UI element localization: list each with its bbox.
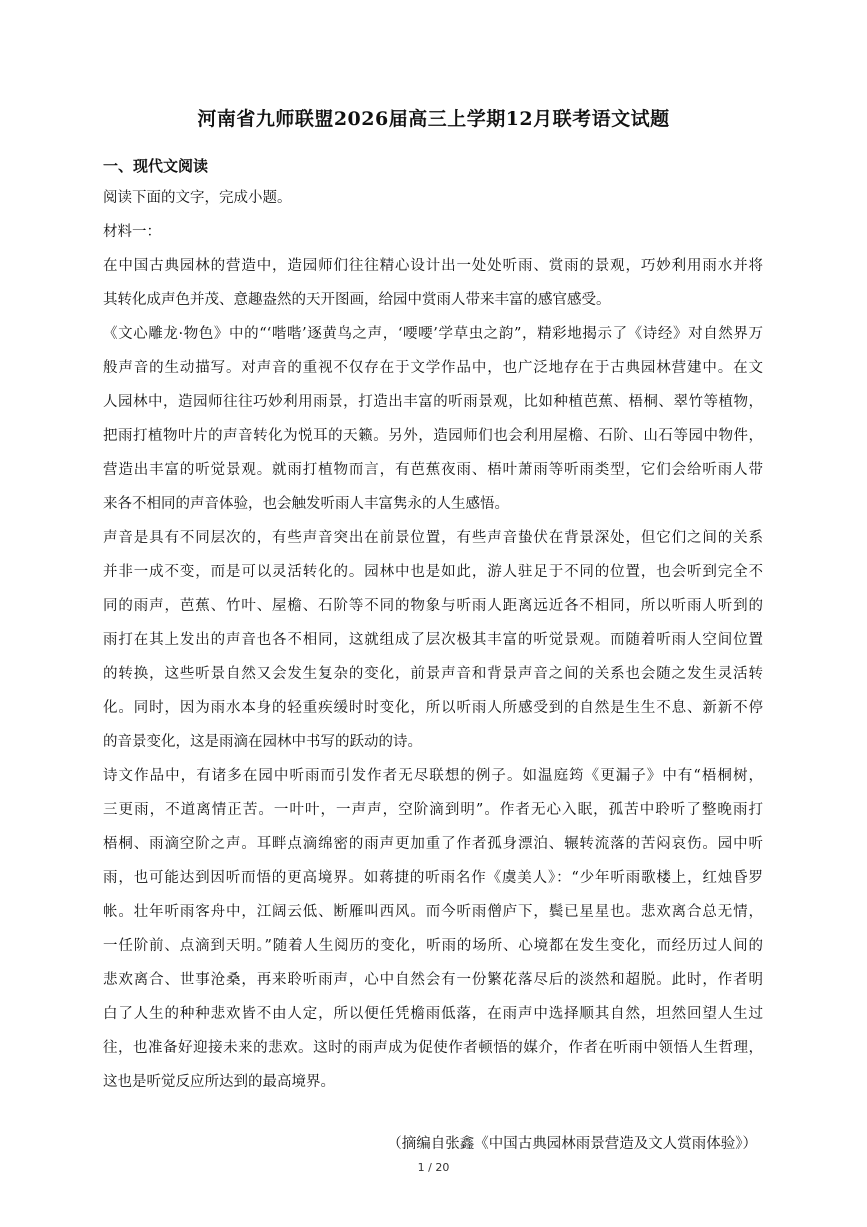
paragraph-line: 梧桐、雨滴空阶之声。耳畔点滴绵密的雨声更加重了作者孤身漂泊、辗转流落的苦闷哀伤。园中听	[103, 836, 763, 852]
paragraph-line: 《文心雕龙·物色》中的“‘喈喈’逐黄鸟之声，‘喓喓’学草虫之韵”，精彩地揭示了《诗经》对自然界万	[103, 326, 763, 342]
paragraph-line: 雨打在其上发出的声音也各不相同，这就组成了层次极其丰富的听觉景观。而随着听雨人空间位置	[103, 632, 763, 648]
source-citation: （摘编自张鑫《中国古典园林雨景营造及文人赏雨体验》）	[387, 1136, 757, 1152]
paragraph-line: 化。同时，因为雨水本身的轻重疾缓时时变化，所以听雨人所感受到的自然是生生不息、新新不停	[103, 700, 763, 716]
paragraph-line: 悲欢离合、世事沧桑，再来聆听雨声，心中自然会有一份繁花落尽后的淡然和超脱。此时，作者明	[103, 972, 763, 988]
section-heading: 一、现代文阅读	[103, 157, 209, 175]
paragraph-line: 的音景变化，这是雨滴在园林中书写的跃动的诗。	[103, 734, 422, 750]
paragraph-line: 三更雨，不道离情正苦。一叶叶，一声声，空阶滴到明”。作者无心入眠，孤苦中聆听了整晚雨打	[103, 802, 763, 818]
paragraph-line: 白了人生的种种悲欢皆不由人定，所以便任凭檐雨低落，在雨声中选择顺其自然，坦然回望人生过	[103, 1006, 763, 1022]
paragraph-line: 这也是听觉反应所达到的最高境界。	[103, 1074, 335, 1090]
paragraph-line: 其转化成声色并茂、意趣盎然的天开图画，给园中赏雨人带来丰富的感官感受。	[103, 292, 611, 308]
paragraph-line: 把雨打植物叶片的声音转化为悦耳的天籁。另外，造园师们也会利用屋檐、石阶、山石等园中物件，	[103, 428, 763, 444]
paragraph-line: 在中国古典园林的营造中，造园师们往往精心设计出一处处听雨、赏雨的景观，巧妙利用雨水并将	[103, 258, 763, 274]
paragraph-line: 一任阶前、点滴到天明。”随着人生阅历的变化，听雨的场所、心境都在发生变化，而经历过人间的	[103, 938, 763, 954]
paragraph-line: 往，也准备好迎接未来的悲欢。这时的雨声成为促使作者顿悟的媒介，作者在听雨中领悟人生哲理，	[103, 1040, 763, 1056]
paragraph-line: 来各不相同的声音体验，也会触发听雨人丰富隽永的人生感悟。	[103, 496, 509, 512]
document-title: 河南省九师联盟2026届高三上学期12月联考语文试题	[197, 108, 670, 130]
instruction-text: 阅读下面的文字，完成小题。	[103, 190, 292, 206]
paragraph-line: 营造出丰富的听觉景观。就雨打植物而言，有芭蕉夜雨、梧叶萧雨等听雨类型，它们会给听雨人带	[103, 462, 763, 478]
paragraph-line: 般声音的生动描写。对声音的重视不仅存在于文学作品中，也广泛地存在于古典园林营建中。在文	[103, 360, 763, 376]
page-number: 1 / 20	[417, 1161, 450, 1174]
paragraph-line: 声音是具有不同层次的，有些声音突出在前景位置，有些声音蛰伏在背景深处，但它们之间的关系	[103, 530, 763, 546]
paragraph-line: 雨，也可能达到因听而悟的更高境界。如蒋捷的听雨名作《虞美人》：“少年听雨歌楼上，红烛昏罗	[103, 870, 763, 886]
paragraph-line: 人园林中，造园师往往巧妙利用雨景，打造出丰富的听雨景观，比如种植芭蕉、梧桐、翠竹等植物，	[103, 394, 763, 410]
paragraph-line: 并非一成不变，而是可以灵活转化的。园林中也是如此，游人驻足于不同的位置，也会听到完全不	[103, 564, 763, 580]
paragraph-line: 同的雨声，芭蕉、竹叶、屋檐、石阶等不同的物象与听雨人距离远近各不相同，所以听雨人听到的	[103, 598, 763, 614]
paragraph-line: 的转换，这些听景自然又会发生复杂的变化，前景声音和背景声音之间的关系也会随之发生灵活转	[103, 666, 763, 682]
paragraph-line: 帐。壮年听雨客舟中，江阔云低、断雁叫西风。而今听雨僧庐下，鬓已星星也。悲欢离合总无情，	[103, 904, 763, 920]
paragraph-line: 诗文作品中，有诸多在园中听雨而引发作者无尽联想的例子。如温庭筠《更漏子》中有“梧桐树，	[103, 768, 763, 784]
material-label: 材料一：	[103, 224, 161, 240]
